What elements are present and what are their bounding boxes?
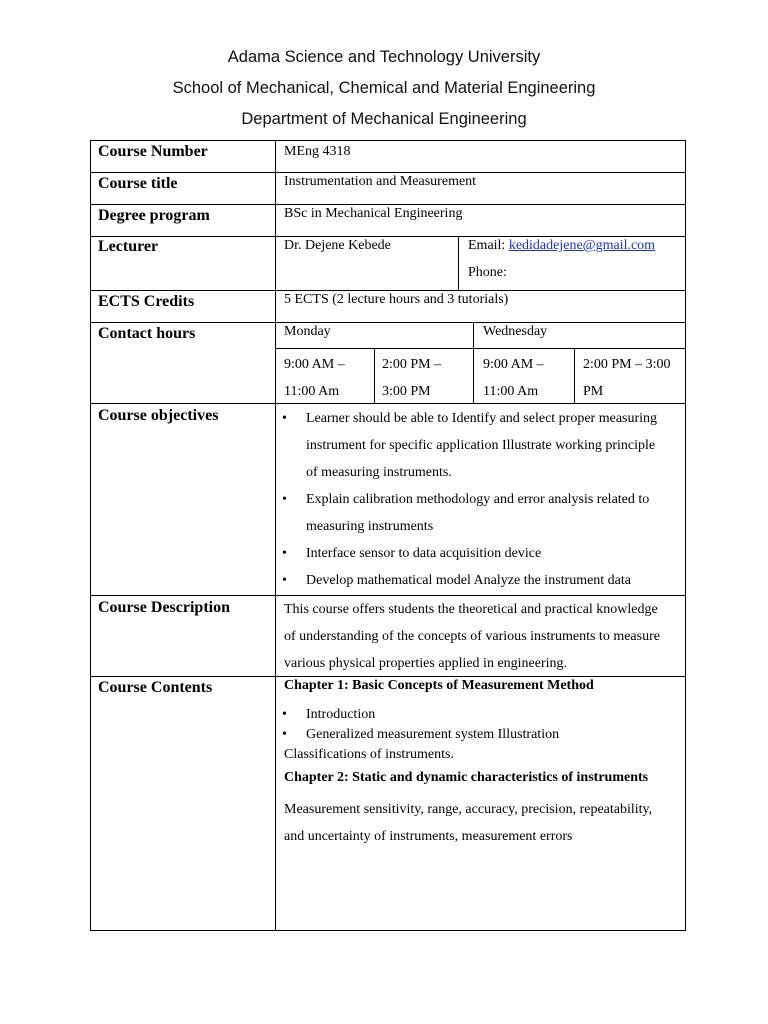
bullet-icon: • bbox=[282, 492, 287, 507]
contact-day-monday: Monday bbox=[284, 324, 331, 339]
email-link[interactable]: kedidadejene@gmail.com bbox=[508, 238, 656, 253]
contact-day-wednesday: Wednesday bbox=[483, 324, 548, 339]
course-info-table bbox=[90, 140, 686, 931]
degree-program-label: Degree program bbox=[98, 207, 210, 224]
bullet-icon: • bbox=[282, 573, 287, 588]
contact-hours-label: Contact hours bbox=[98, 325, 196, 342]
contents-label: Course Contents bbox=[98, 679, 213, 696]
university-name: Adama Science and Technology University bbox=[227, 48, 541, 66]
chapter1-list bbox=[277, 705, 685, 765]
course-title-value: Instrumentation and Measurement bbox=[284, 174, 477, 189]
description-text: This course offers students the theoretical and practical knowledge of understanding of the concepts of various instruments to measure various physical properties applied in engineering. bbox=[284, 602, 660, 671]
contact-slot: 9:00 AM – 11:00 Am bbox=[284, 357, 345, 399]
contact-slot: 2:00 PM – 3:00 PM bbox=[583, 357, 671, 399]
degree-program-value: BSc in Mechanical Engineering bbox=[284, 206, 463, 221]
list-item: • Learner should be able to Identify and select proper measuring instrument for specific application Illustrate working principle of measuring instruments. bbox=[277, 405, 685, 486]
ects-label: ECTS Credits bbox=[98, 293, 195, 310]
email-label: Email: bbox=[468, 238, 509, 253]
chapter1-title: Chapter 1: Basic Concepts of Measurement Method bbox=[284, 678, 594, 693]
bullet-icon: • bbox=[282, 546, 287, 561]
contact-slot: 9:00 AM – 11:00 Am bbox=[483, 357, 544, 399]
list-item: • Generalized measurement system Illustration bbox=[277, 725, 685, 745]
course-title-label: Course title bbox=[98, 175, 178, 192]
list-item: • Introduction bbox=[277, 705, 685, 725]
bullet-icon: • bbox=[282, 707, 287, 722]
bullet-icon: • bbox=[282, 727, 287, 742]
contact-slot: 2:00 PM – 3:00 PM bbox=[382, 357, 442, 399]
chapter1-tail: Classifications of instruments. bbox=[284, 747, 454, 762]
list-item: • Develop mathematical model Analyze the instrument data bbox=[277, 567, 685, 594]
lecturer-email bbox=[468, 238, 655, 254]
course-number-value: MEng 4318 bbox=[284, 144, 351, 159]
bullet-icon: • bbox=[282, 411, 287, 426]
list-item: • Explain calibration methodology and error analysis related to measuring instruments bbox=[277, 486, 685, 540]
chapter2-text: Measurement sensitivity, range, accuracy, precision, repeatability, and uncertainty of instruments, measurement errors bbox=[284, 802, 653, 844]
description-label: Course Description bbox=[98, 599, 230, 616]
objectives-list bbox=[277, 405, 685, 594]
ects-value: 5 ECTS (2 lecture hours and 3 tutorials) bbox=[284, 292, 509, 307]
list-item: • Interface sensor to data acquisition device bbox=[277, 540, 685, 567]
chapter2-title: Chapter 2: Static and dynamic characteristics of instruments bbox=[284, 770, 649, 785]
lecturer-label: Lecturer bbox=[98, 238, 159, 255]
school-name: School of Mechanical, Chemical and Material Engineering bbox=[172, 79, 596, 97]
department-name: Department of Mechanical Engineering bbox=[241, 110, 527, 128]
lecturer-phone-label: Phone: bbox=[468, 265, 507, 280]
lecturer-name: Dr. Dejene Kebede bbox=[284, 238, 391, 253]
course-number-label: Course Number bbox=[98, 143, 208, 160]
objectives-label: Course objectives bbox=[98, 407, 219, 424]
